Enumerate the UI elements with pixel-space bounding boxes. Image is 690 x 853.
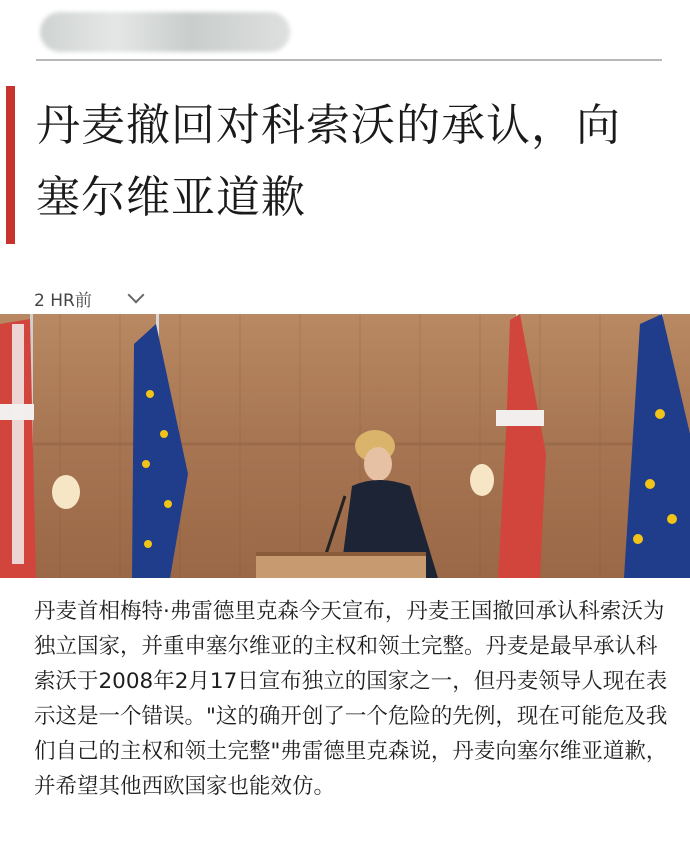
headline: 丹麦撤回对科索沃的承认，向塞尔维亚道歉 (36, 100, 621, 223)
eu-flag-right (624, 314, 690, 578)
wall-lamp-left (52, 475, 80, 509)
wall-lamp-right (470, 464, 494, 496)
header-divider (36, 59, 662, 61)
article-meta (34, 286, 142, 311)
photo-illustration (0, 314, 690, 578)
article-photo[interactable] (0, 314, 690, 578)
timestamp: 2 HR前 (34, 291, 92, 311)
headline-accent-bar (6, 86, 15, 244)
article-body: 丹麦首相梅特·弗雷德里克森今天宣布，丹麦王国撤回承认科索沃为独立国家，并重申塞尔维亚的主权和领土完整。丹麦是最早承认科索沃于2008年2月17日宣布独立的国家之一，但丹麦领导人现在表示这是一个错误。"这的确开创了一个危险的先例，现在可能危及我们自己的主权和领土完整"弗雷德里克森说，丹麦向塞尔维亚道歉，并希望其他西欧国家也能效仿。 (34, 599, 668, 799)
headline-block (6, 86, 646, 244)
danish-flag-right (496, 314, 546, 578)
danish-flag-left (0, 314, 36, 578)
chevron-down-icon[interactable] (127, 286, 144, 303)
blurred-header (40, 12, 290, 52)
